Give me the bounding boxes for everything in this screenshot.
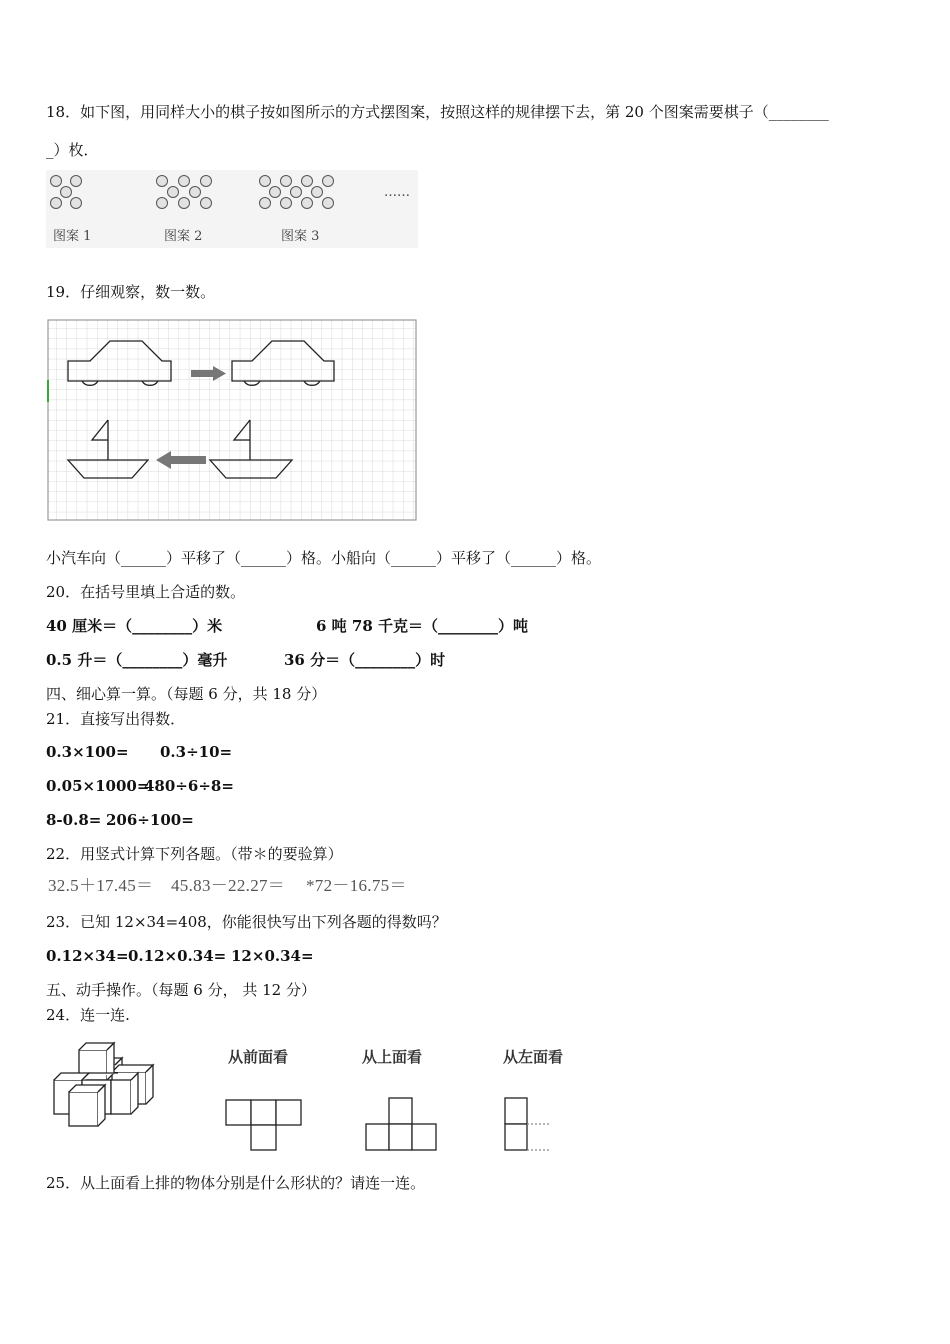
q23-expr-c: 12×0.34= — [231, 947, 314, 965]
q23-title: 23．已知 12×34=408，你能很快写出下列各题的得数吗？ — [46, 913, 447, 931]
view-label-front: 从前面看 — [228, 1048, 289, 1066]
q24-title: 24．连一连. — [46, 1006, 130, 1024]
q19-grid-figure — [46, 318, 418, 522]
q24-views-figure — [46, 1040, 586, 1155]
q20-item-1: 40 厘米＝（________）米 — [46, 617, 223, 635]
q18-caption-1: 图案 1 — [53, 229, 92, 244]
q21-expr-3a: 8-0.8= — [46, 811, 102, 829]
top-view-shape — [366, 1098, 436, 1150]
q22-expr-2: 45.83－22.27＝ — [171, 876, 286, 895]
q21-expr-1a: 0.3×100= — [46, 743, 129, 761]
left-view-shape — [505, 1098, 551, 1150]
q20-title: 20．在括号里填上合适的数。 — [46, 583, 246, 601]
cube-stack — [54, 1043, 153, 1126]
q19-title: 19．仔细观察，数一数。 — [46, 283, 216, 301]
q18-caption-3: 图案 3 — [281, 229, 320, 244]
q23-expr-a: 0.12×34= — [46, 947, 129, 965]
q19-answer-line: 小汽车向（______）平移了（______）格。小船向（______）平移了（______）格。 — [46, 549, 602, 567]
section4-heading: 四、细心算一算。（每题 6 分，共 18 分） — [46, 685, 327, 703]
q22-expr-1: 32.5＋17.45＝ — [48, 876, 154, 895]
q21-expr-2b: 480÷6÷8= — [144, 777, 234, 795]
q21-expr-3b: 206÷100= — [106, 811, 194, 829]
q22-expr-3: *72－16.75＝ — [306, 876, 407, 895]
q21-expr-2a: 0.05×1000= — [46, 777, 150, 795]
view-label-left: 从左面看 — [503, 1048, 564, 1066]
q18-text-line1: 18．如下图，用同样大小的棋子按如图所示的方式摆图案，按照这样的规律摆下去，第 20 个图案需要棋子（________ — [46, 103, 829, 121]
q20-item-4: 36 分＝（________）时 — [284, 651, 446, 669]
q18-text-line2: _）枚． — [46, 141, 99, 159]
q21-title: 21．直接写出得数． — [46, 710, 186, 728]
q20-item-3: 0.5 升＝（________）毫升 — [46, 651, 228, 669]
q25-title: 25．从上面看上排的物体分别是什么形状的？请连一连。 — [46, 1174, 426, 1192]
q23-expr-b: 0.12×0.34= — [128, 947, 227, 965]
q18-ellipsis: …… — [384, 185, 410, 200]
front-view-shape — [226, 1100, 301, 1150]
view-label-top: 从上面看 — [362, 1048, 423, 1066]
section5-heading: 五、动手操作。（每题 6 分， 共 12 分） — [46, 981, 316, 999]
q22-title: 22．用竖式计算下列各题。（带＊的要验算） — [46, 845, 343, 863]
q20-item-2: 6 吨 78 千克＝（________）吨 — [316, 617, 528, 635]
q18-pattern-figure — [46, 170, 418, 248]
q21-expr-1b: 0.3÷10= — [160, 743, 233, 761]
q18-caption-2: 图案 2 — [164, 229, 203, 244]
